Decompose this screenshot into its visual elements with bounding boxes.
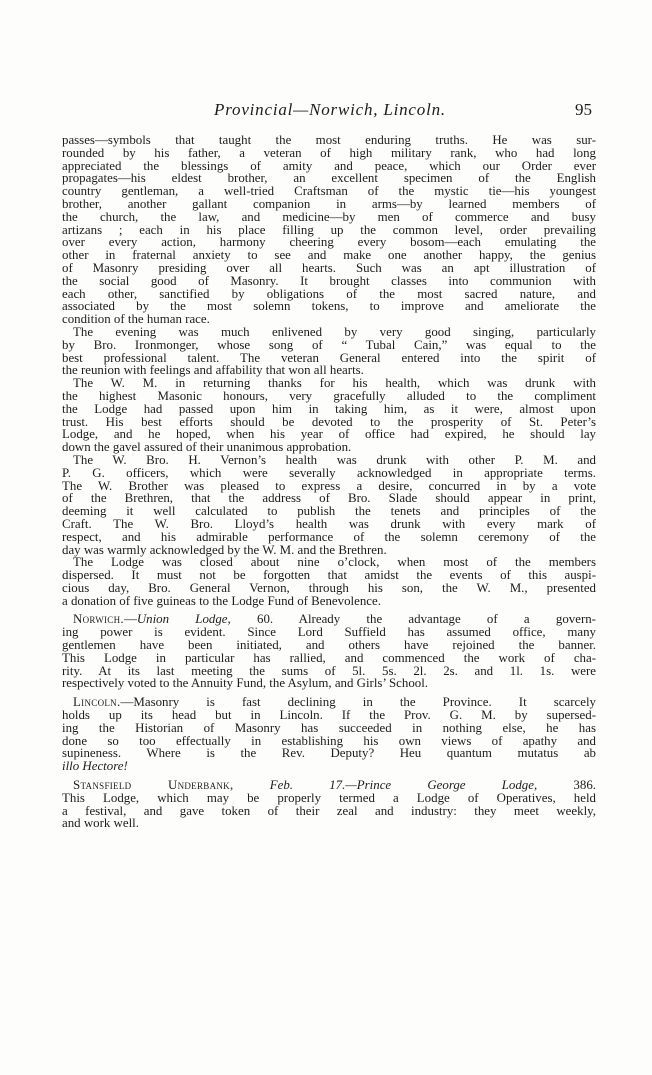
text-line: Craft. The W. Bro. Lloyd’s health was drunk with every mark of [62,516,596,531]
text-line: of the Brethren, that the address of Bro. Slade should appear in print, [62,491,596,506]
text-line: illo Hectore! [62,759,128,774]
text-line: The evening was much enlivened by very good singing, particularly [73,324,596,339]
paragraph [62,454,596,556]
text-line: a festival, and gave token of their zeal and industry: they meet weekly, [62,803,596,818]
text-line: propagates—his eldest brother, an excellent specimen of the English [62,171,596,186]
text-line-rest: 60. Already the advantage of a govern- [257,612,596,627]
lodge-title: Feb. 17.—Prince George Lodge, [269,778,538,793]
text-line: The W. Brother was pleased to express a desire, concurred in by a vote [62,478,596,493]
text-line: respectively voted to the Annuity Fund, the Asylum, and Girls’ School. [62,676,429,691]
text-line: artizans ; each in his place filling up the common level, order prevailing [62,222,596,237]
text-line: of Masonry presiding over all hearts. Such was an apt illustration of [62,260,596,275]
text-line: This Lodge in particular has rallied, and commenced the work of cha- [62,650,596,665]
running-head [60,100,600,124]
paragraph [62,377,596,454]
text-line: associated by the most solemn tokens, to improve and ameliorate the [62,299,596,314]
text-line: deeming it well calculated to publish the tenets and principles of the [62,504,596,519]
text-line-rest: —Masonry is fast declining in the Province. It scarcely [120,695,596,710]
paragraph-stansfield [62,779,596,830]
text-line: the reunion with feelings and affability that won all hearts. [62,363,364,378]
text-line: other in fraternal anxiety to see and make one another happy, the genius [62,248,596,263]
text-line: country gentleman, a well-tried Craftsman of the mystic tie—his youngest [62,184,596,199]
text-line: trust. His best efforts should be devoted to the prosperity of St. Peter’s [62,414,596,429]
place-heading: Norwich. [73,612,124,627]
text-line: gentlemen have been initiated, and others have rejoined the banner. [62,638,596,653]
text-line: the church, the law, and medicine—by men of commerce and busy [62,209,596,224]
text-line: the highest Masonic honours, very gracefully alluded to the compliment [62,388,596,403]
paragraph-lincoln [62,696,596,773]
text-line: dispersed. It must not be forgotten that amidst the events of this auspi- [62,568,596,583]
text-line: the Lodge had passed upon him in taking him, as it were, almost upon [62,401,596,416]
text-line: by Bro. Ironmonger, whose song of “ Tubal Cain,” was equal to the [62,337,596,352]
text-line: condition of the human race. [62,312,210,327]
lodge-title: Union Lodge, [136,612,231,627]
text-line: passes—symbols that taught the most enduring truths. He was sur- [62,133,596,147]
text-line: over every action, harmony cheering every bosom—each emulating the [62,235,596,250]
text-line: This Lodge, which may be properly termed a Lodge of Operatives, held [62,790,596,805]
text-line: best professional talent. The veteran General entered into the spirit of [62,350,596,365]
text-line: The Lodge was closed about nine o’clock, when most of the members [73,555,596,570]
text-line: down the gavel assured of their unanimous approbation. [62,440,352,455]
text-line: Norwich.—Union Lodge, 60. Already the advantage of a govern- [73,612,596,627]
text-line: appreciated the blessings of amity and peace, which our Order ever [62,158,596,173]
running-title: Provincial—Norwich, Lincoln. [214,100,446,119]
text-line: rity. At its last meeting the sums of 5l. 5s. 2l. 2s. and 1l. 1s. were [62,663,596,678]
text-line: P. G. officers, which were severally acknowledged in appropriate terms. [62,465,596,480]
paragraph [62,556,596,607]
text-line: and work well. [62,816,139,831]
text-line: holds up its head but in Lincoln. If the Prov. G. M. by supersed- [62,708,596,723]
page-number: 95 [575,100,592,119]
text-line: ing power is evident. Since Lord Suffield has assumed office, many [62,625,596,640]
text-line: rounded by his father, a veteran of high military rank, who had long [62,145,596,160]
text-line: the social good of Masonry. It brought classes into communion with [62,273,596,288]
text-line [62,779,596,792]
text-line: The W. Bro. H. Vernon’s health was drunk with other P. M. and [73,452,596,467]
paragraph [62,326,596,377]
place-heading: Stansfield Underbank, [73,778,234,793]
text-line: brother, another gallant companion in arms—by learned members of [62,196,596,211]
text-line: cious day, Bro. General Vernon, through his son, the W. M., presented [62,580,596,595]
paragraph [62,134,596,326]
text-line: done so too effectually in establishing his own views of apathy and [62,733,596,748]
text-line: day was warmly acknowledged by the W. M. and the Brethren. [62,542,387,557]
place-heading: Lincoln. [73,695,121,710]
paragraph-norwich [62,613,596,690]
text-line: a donation of five guineas to the Lodge Fund of Benevolence. [62,593,381,608]
text-line: each other, sanctified by obligations of the most sacred nature, and [62,286,596,301]
text-line: supineness. Where is the Rev. Deputy? Heu quantum mutatus ab [62,746,596,761]
text-line: ing the Historian of Masonry has succeeded in nothing else, he has [62,720,596,735]
text-line: respect, and his admirable performance of the solemn ceremony of the [62,529,596,544]
text-line: The W. M. in returning thanks for his health, which was drunk with [73,376,596,391]
text-line: Lodge, and he hoped, when his year of office had expired, he should lay [62,427,596,442]
text-line-rest: 386. [573,778,596,793]
body-text [62,134,596,830]
